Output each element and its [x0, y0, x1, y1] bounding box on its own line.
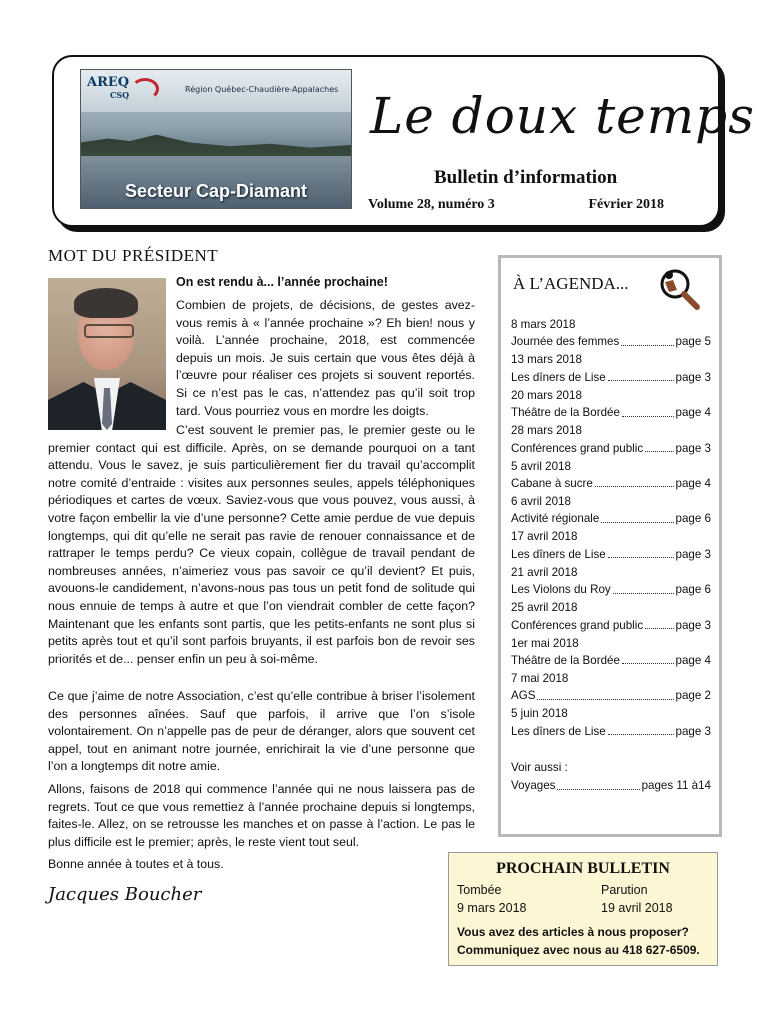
deadline-date: 9 mars 2018 — [457, 901, 527, 915]
signature: Jacques Boucher — [48, 884, 202, 905]
agenda-item-date: 6 avril 2018 — [511, 494, 571, 508]
see-also-pages: pages 11 à14 — [641, 779, 711, 792]
agenda-item-event: AGS — [511, 689, 536, 703]
article-paragraph-3: Ce que j’aime de notre Association, c’est qu’elle contribue à briser l’isolement des personnes aînées. Sauf que parfois, il arrive que l’on s’isole volontairement. On n’appelle pas de peur de déranger, alors que souvent cet appel, tout en animant notre journée, enrichirait la vie d’une personne que l’on a longtemps dit notre amie. — [48, 689, 475, 774]
agenda-item — [511, 564, 711, 599]
agenda-item-event: Les dîners de Lise — [511, 547, 606, 561]
article-closing: Bonne année à toutes et à tous. — [48, 857, 224, 871]
areq-logo — [87, 76, 129, 102]
issue-date: Février 2018 — [588, 197, 664, 212]
agenda-item-page: page 4 — [675, 406, 711, 420]
agenda-item-page: page 3 — [675, 370, 711, 384]
agenda-item-page: page 3 — [675, 618, 711, 632]
agenda-item-event: Les dîners de Lise — [511, 724, 606, 738]
agenda-item-page: page 4 — [675, 476, 711, 490]
newsletter-title: Le doux temps — [370, 87, 755, 145]
logo-badge-sub: CSQ — [110, 90, 130, 100]
agenda-item — [511, 705, 711, 740]
agenda-item-date: 8 mars 2018 — [511, 318, 576, 331]
agenda-item-event: Les Violons du Roy — [511, 583, 611, 597]
contact-block — [457, 923, 715, 959]
agenda-item — [511, 387, 711, 422]
articles-question: Vous avez des articles à nous proposer? — [457, 925, 689, 939]
agenda-item — [511, 528, 711, 563]
agenda-item-date: 5 juin 2018 — [511, 707, 568, 721]
agenda-item-page: page 5 — [675, 335, 711, 349]
agenda-item-page: page 3 — [675, 724, 711, 738]
next-bulletin-title: PROCHAIN BULLETIN — [496, 860, 670, 877]
photo-hair — [74, 288, 138, 318]
article-lead: On est rendu à... l’année prochaine! — [176, 275, 388, 289]
agenda-item-event: Théâtre de la Bordée — [511, 653, 620, 667]
agenda-item — [511, 670, 711, 705]
agenda-item-event: Les dîners de Lise — [511, 370, 606, 384]
logo-region: Région Québec-Chaudière-Appalaches — [185, 85, 339, 94]
photo-glasses — [84, 324, 134, 338]
president-photo — [48, 278, 166, 430]
issue-volume: Volume 28, numéro 3 — [368, 197, 495, 212]
agenda-item — [511, 635, 711, 670]
agenda-item — [511, 316, 711, 351]
agenda-item-event: Conférences grand public — [511, 618, 644, 632]
agenda-item-date: 25 avril 2018 — [511, 601, 578, 615]
agenda-see-also — [511, 759, 711, 795]
logo-badge-text: AREQ — [87, 75, 130, 90]
agenda-item — [511, 599, 711, 634]
agenda-item-event: Activité régionale — [511, 512, 600, 526]
see-also-event: Voyages — [511, 779, 556, 792]
agenda-item-date: 5 avril 2018 — [511, 459, 571, 473]
see-also-label: Voir aussi : — [511, 761, 568, 774]
agenda-item — [511, 422, 711, 457]
agenda-list — [511, 316, 711, 741]
masthead — [52, 55, 755, 227]
agenda-item — [511, 351, 711, 386]
agenda-item-date: 1er mai 2018 — [511, 636, 579, 650]
article-paragraph-2: C’est souvent le premier pas, le premier geste ou le premier contact qui est difficile. Après, on se demande pourquoi on a tant attendu. Vous le savez, je suis particulièrement fier du travail qu’accomplit notre comité d’entraide : visites aux personnes seules, appels téléphoniques périodiques et cartes de vœux. Saviez-vous que vous pouvez, vous aussi, à votre façon embellir la vie d’une personne? Cette amie perdue de vue depuis longtemps, qui dit qu’elle ne serait pas ravie de renouer connaissance et de rattraper le temps perdu? Ce vieux copain, collègue de travail pendant de nombreuses années, n’aimeriez vous pas savoir ce qu’il devient? Et puis, avouons-le candidement, n’avons-nous pas tous un petit fond de solitude qui nous ennuie de temps à autre et que l’on viendrait combler de cette façon? Maintenant que les enfants sont partis, que les petits-enfants ne sont plus si petits après tout et qu’il sont parfois bruyants, il est parfois bon de revoir ses priorités et de... penser enfin un peu à soi-même. — [48, 423, 475, 666]
agenda-item-date: 17 avril 2018 — [511, 530, 578, 544]
article-paragraph-4: Allons, faisons de 2018 qui commence l’année qui ne nous laissera pas de regrets. Tout ce que vous remettiez à l’année prochaine depuis si longtemps, faites-le. Allez, on se retrousse les manches et on passe à l’action. Le pas le plus difficile est le premier; après, le reste vient tout seul. — [48, 782, 475, 849]
deadline-column — [457, 881, 526, 917]
logo-swoosh-icon — [131, 78, 159, 100]
publication-date: 19 avril 2018 — [601, 901, 673, 915]
landscape-hills — [81, 132, 351, 158]
agenda-item-event: Conférences grand public — [511, 441, 644, 455]
article-paragraph-1: Combien de projets, de décisions, de gestes avez-vous remis à « l’année prochaine »? Eh bien! nous y voilà. L’année prochaine, 2018, est commencée depuis un mois. Je suis certain que vous êtes déjà à l’œuvre pour réaliser ces projets si souvent reportés. Si ce n’est pas le cas, n’attendez pas qu’il soit trop tard. Vous pourriez vous en mordre les doigts. — [176, 298, 475, 418]
agenda-box — [498, 255, 722, 837]
agenda-item-date: 28 mars 2018 — [511, 424, 582, 438]
agenda-item — [511, 493, 711, 528]
newsletter-subtitle: Bulletin d’information — [434, 167, 618, 188]
agenda-item-event: Théâtre de la Bordée — [511, 406, 620, 420]
agenda-item-page: page 3 — [675, 547, 711, 561]
agenda-item — [511, 458, 711, 493]
agenda-item-page: page 6 — [675, 583, 711, 597]
agenda-title: À L’AGENDA... — [513, 274, 629, 293]
section-title: MOT DU PRÉSIDENT — [48, 246, 219, 265]
agenda-item-page: page 6 — [675, 512, 711, 526]
agenda-item-event: Journée des femmes — [511, 335, 620, 349]
areq-logo-banner — [80, 69, 352, 209]
agenda-item-date: 7 mai 2018 — [511, 671, 569, 685]
publication-label: Parution — [601, 883, 648, 897]
magnifying-glass-icon — [655, 264, 701, 310]
agenda-item-page: page 3 — [675, 441, 711, 455]
agenda-item-date: 21 avril 2018 — [511, 565, 578, 579]
logo-sector: Secteur Cap-Diamant — [124, 181, 308, 201]
agenda-item-page: page 2 — [675, 689, 711, 703]
agenda-item-date: 13 mars 2018 — [511, 353, 582, 367]
contact-phone: Communiquez avec nous au 418 627-6509. — [457, 943, 700, 957]
agenda-item-page: page 4 — [675, 653, 711, 667]
publication-column — [601, 881, 673, 917]
agenda-item-date: 20 mars 2018 — [511, 388, 582, 402]
agenda-item-event: Cabane à sucre — [511, 476, 593, 490]
deadline-label: Tombée — [457, 883, 502, 897]
next-bulletin-box — [448, 852, 718, 966]
